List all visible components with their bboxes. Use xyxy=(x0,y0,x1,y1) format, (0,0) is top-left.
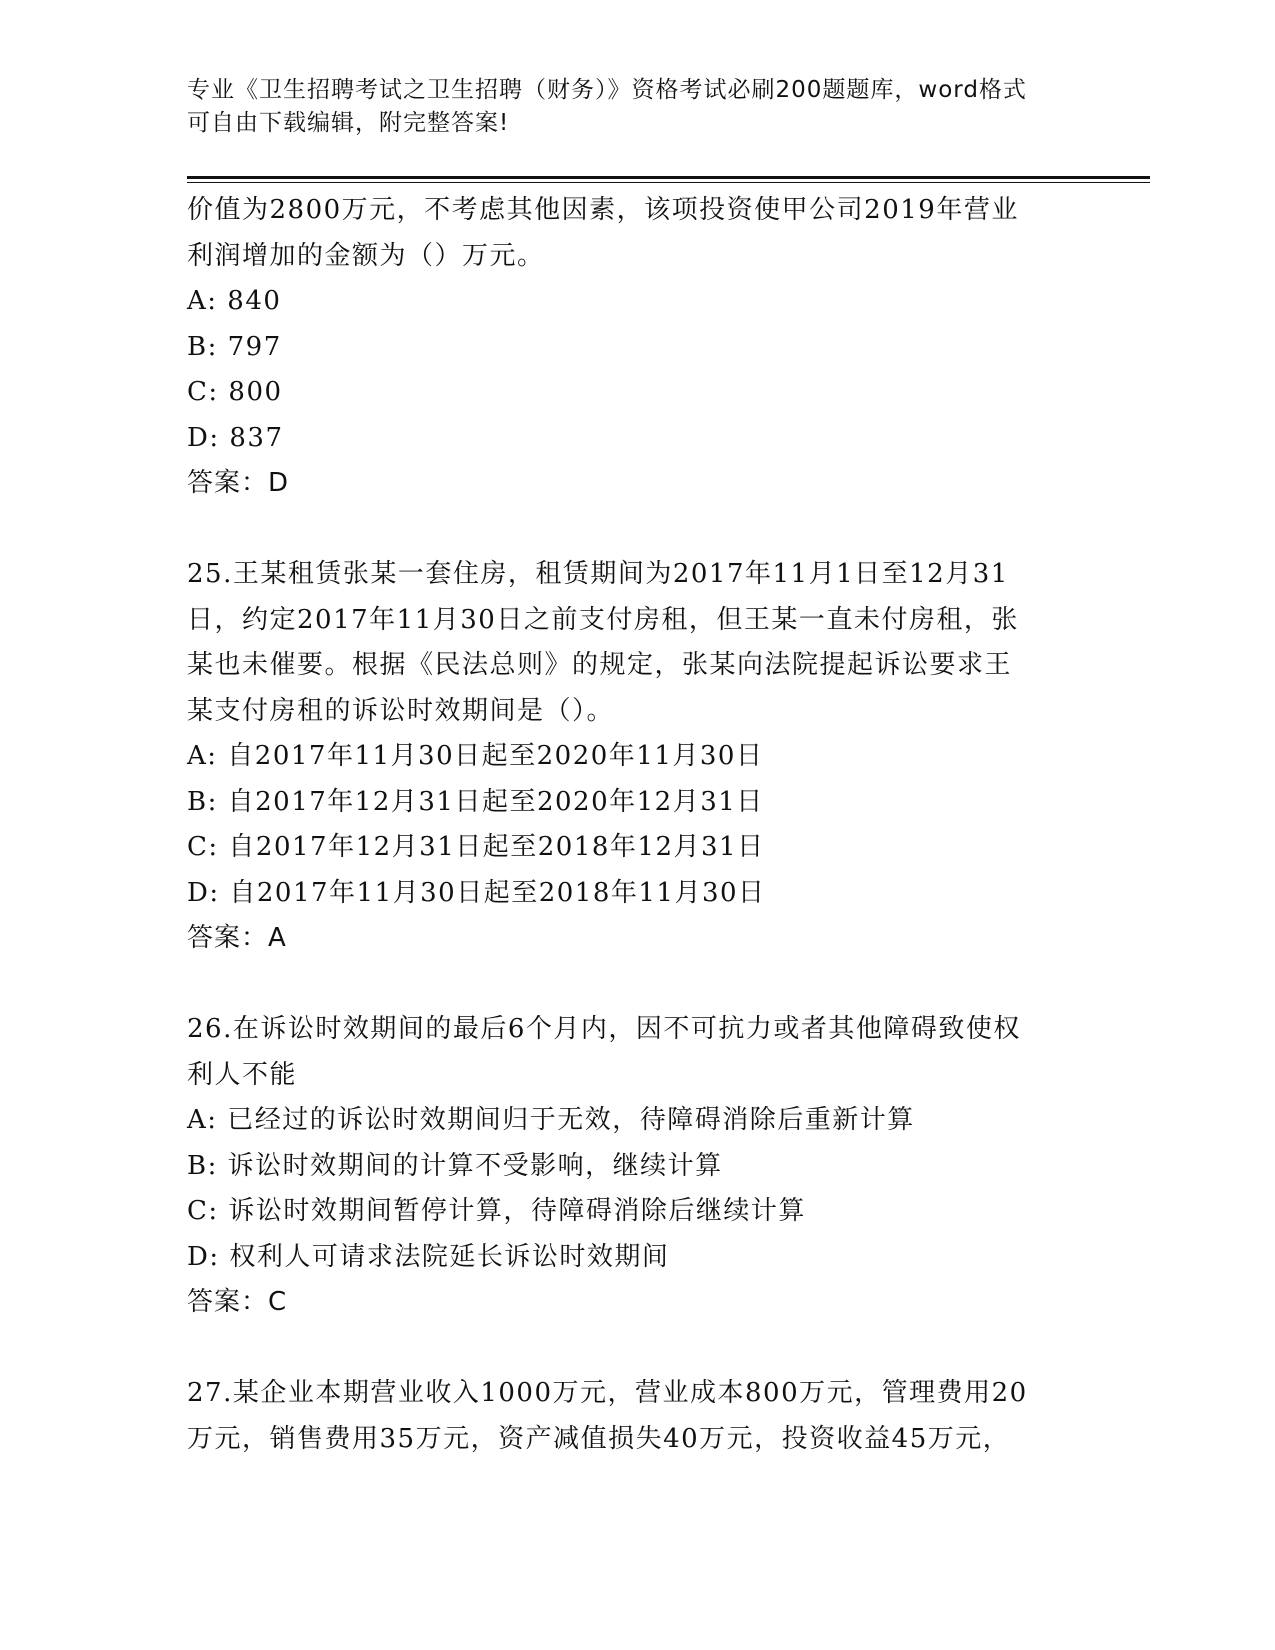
header-divider-thin xyxy=(187,182,1150,183)
question-block-24 xyxy=(187,188,1087,507)
header-divider-thick xyxy=(187,176,1150,179)
question-block-25 xyxy=(187,552,1087,962)
question-spacer xyxy=(187,1326,1087,1372)
option-d: D: 自2017年11月30日起至2018年11月30日 xyxy=(187,877,766,908)
answer-line: 答案：C xyxy=(187,1287,288,1317)
question-stem-line: 25.王某租赁张某一套住房，租赁期间为2017年11月1日至12月31 xyxy=(187,559,1009,589)
option-a: A: 已经过的诉讼时效期间归于无效，待障碍消除后重新计算 xyxy=(187,1105,915,1135)
question-stem-line: 利润增加的金额为（）万元。 xyxy=(187,240,545,271)
option-b: B: 797 xyxy=(187,331,282,362)
option-a: A: 840 xyxy=(187,286,282,316)
question-stem-line: 利人不能 xyxy=(187,1059,298,1090)
option-b: B: 自2017年12月31日起至2020年12月31日 xyxy=(187,786,764,817)
question-stem-line: 日，约定2017年11月30日之前支付房租，但王某一直未付房租，张 xyxy=(187,604,1019,635)
question-spacer xyxy=(187,962,1087,1008)
option-c: C: 800 xyxy=(187,377,283,407)
question-block-27 xyxy=(187,1371,1087,1462)
question-list xyxy=(187,188,1087,1462)
question-stem-line: 某支付房租的诉讼时效期间是（）。 xyxy=(187,695,615,726)
header-title-line-2: 可自由下载编辑，附完整答案! xyxy=(187,110,510,136)
header-title-line-1: 专业《卫生招聘考试之卫生招聘（财务）》资格考试必刷200题题库，word格式 xyxy=(187,77,1027,103)
option-d: D: 权利人可请求法院延长诉讼时效期间 xyxy=(187,1241,670,1272)
question-stem-line: 价值为2800万元，不考虑其他因素，该项投资使甲公司2019年营业 xyxy=(187,195,1019,225)
question-spacer xyxy=(187,507,1087,553)
question-block-26 xyxy=(187,1007,1087,1326)
answer-line: 答案：D xyxy=(187,468,290,498)
option-a: A: 自2017年11月30日起至2020年11月30日 xyxy=(187,741,764,771)
option-c: C: 自2017年12月31日起至2018年12月31日 xyxy=(187,832,765,862)
answer-line: 答案：A xyxy=(187,923,287,953)
question-stem-line: 某也未催要。根据《民法总则》的规定，张某向法院提起诉讼要求王 xyxy=(187,650,1013,680)
question-stem-line: 万元，销售费用35万元，资产减值损失40万元，投资收益45万元， xyxy=(187,1423,1011,1454)
option-b: B: 诉讼时效期间的计算不受影响，继续计算 xyxy=(187,1150,723,1181)
option-d: D: 837 xyxy=(187,422,284,453)
question-stem-line: 27.某企业本期营业收入1000万元，营业成本800万元，管理费用20 xyxy=(187,1378,1028,1408)
option-c: C: 诉讼时效期间暂停计算，待障碍消除后继续计算 xyxy=(187,1196,806,1226)
question-stem-line: 26.在诉讼时效期间的最后6个月内，因不可抗力或者其他障碍致使权 xyxy=(187,1014,1021,1044)
document-header xyxy=(187,74,1067,140)
